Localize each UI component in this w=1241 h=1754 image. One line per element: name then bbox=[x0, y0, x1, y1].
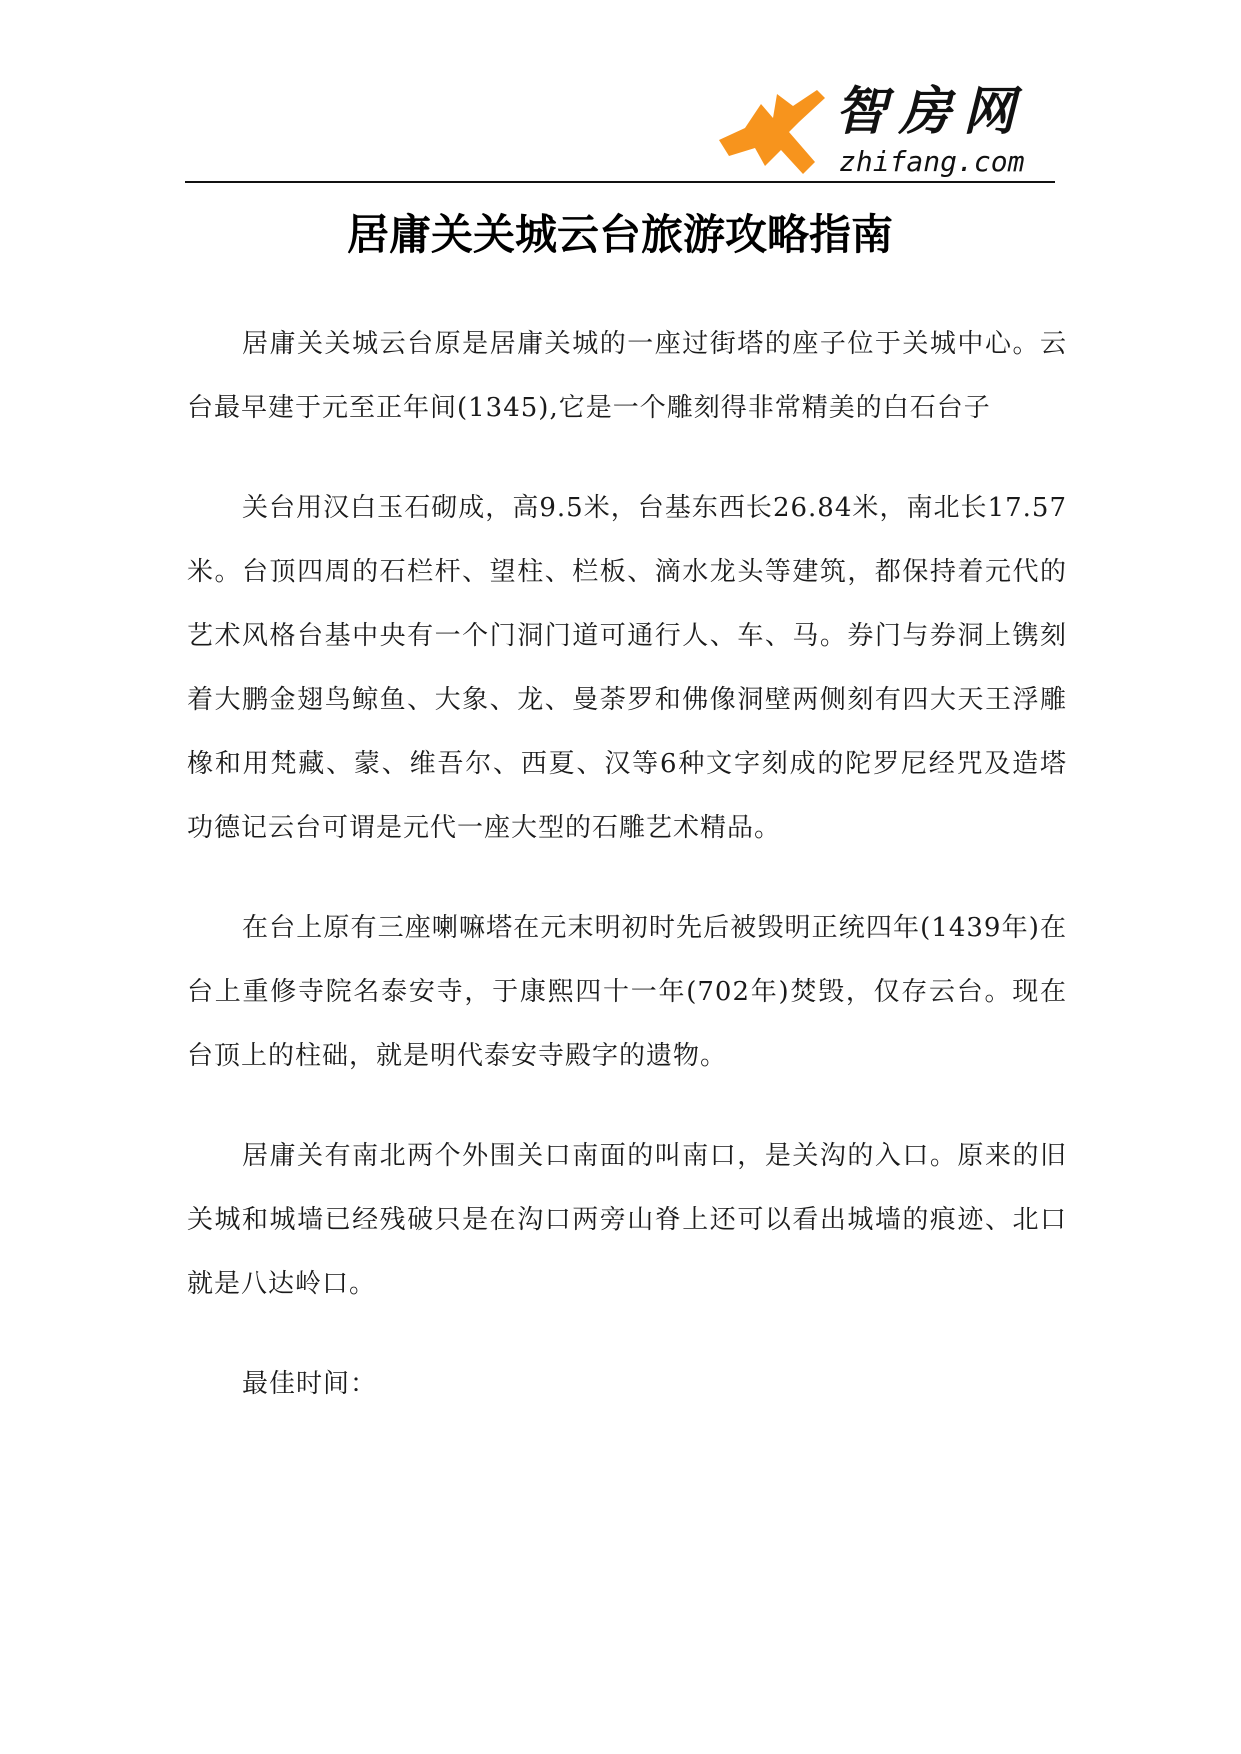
document-body bbox=[187, 312, 1067, 1452]
paragraph-intro: 居庸关关城云台原是居庸关城的一座过街塔的座子位于关城中心。云台最早建于元至正年间(1345),它是一个雕刻得非常精美的白石台子 bbox=[187, 329, 1067, 423]
logo-chinese-text: 智房网 bbox=[835, 82, 1028, 142]
paragraph-structure: 关台用汉白玉石砌成，高9.5米，台基东西长26.84米，南北长17.57米。台顶四周的石栏杆、望柱、栏板、滴水龙头等建筑，都保持着元代的艺术风格台基中央有一个门洞门道可通行人、车、马。券门与券洞上镌刻着大鹏金翅鸟鲸鱼、大象、龙、曼荼罗和佛像洞壁两侧刻有四大天王浮雕橡和用梵藏、蒙、维吾尔、西夏、汉等6种文字刻成的陀罗尼经咒及造塔功德记云台可谓是元代一座大型的石雕艺术精品。 bbox=[187, 493, 1067, 843]
page-header bbox=[185, 80, 1055, 180]
paragraph-passes: 居庸关有南北两个外围关口南面的叫南口，是关沟的入口。原来的旧关城和城墙已经残破只是在沟口两旁山脊上还可以看出城墙的痕迹、北口就是八达岭口。 bbox=[187, 1141, 1067, 1299]
paragraph-best-time: 最佳时间： bbox=[242, 1369, 378, 1399]
document-title: 居庸关关城云台旅游攻略指南 bbox=[346, 210, 893, 259]
bird-logo-icon bbox=[715, 88, 830, 178]
logo-domain-text: zhifang.com bbox=[839, 145, 1025, 178]
header-divider bbox=[185, 181, 1055, 183]
site-logo[interactable] bbox=[715, 80, 1055, 180]
paragraph-history: 在台上原有三座喇嘛塔在元末明初时先后被毁明正统四年(1439年)在台上重修寺院名泰安寺，于康熙四十一年(702年)焚毁，仅存云台。现在台顶上的柱础，就是明代泰安寺殿字的遗物。 bbox=[187, 913, 1067, 1071]
